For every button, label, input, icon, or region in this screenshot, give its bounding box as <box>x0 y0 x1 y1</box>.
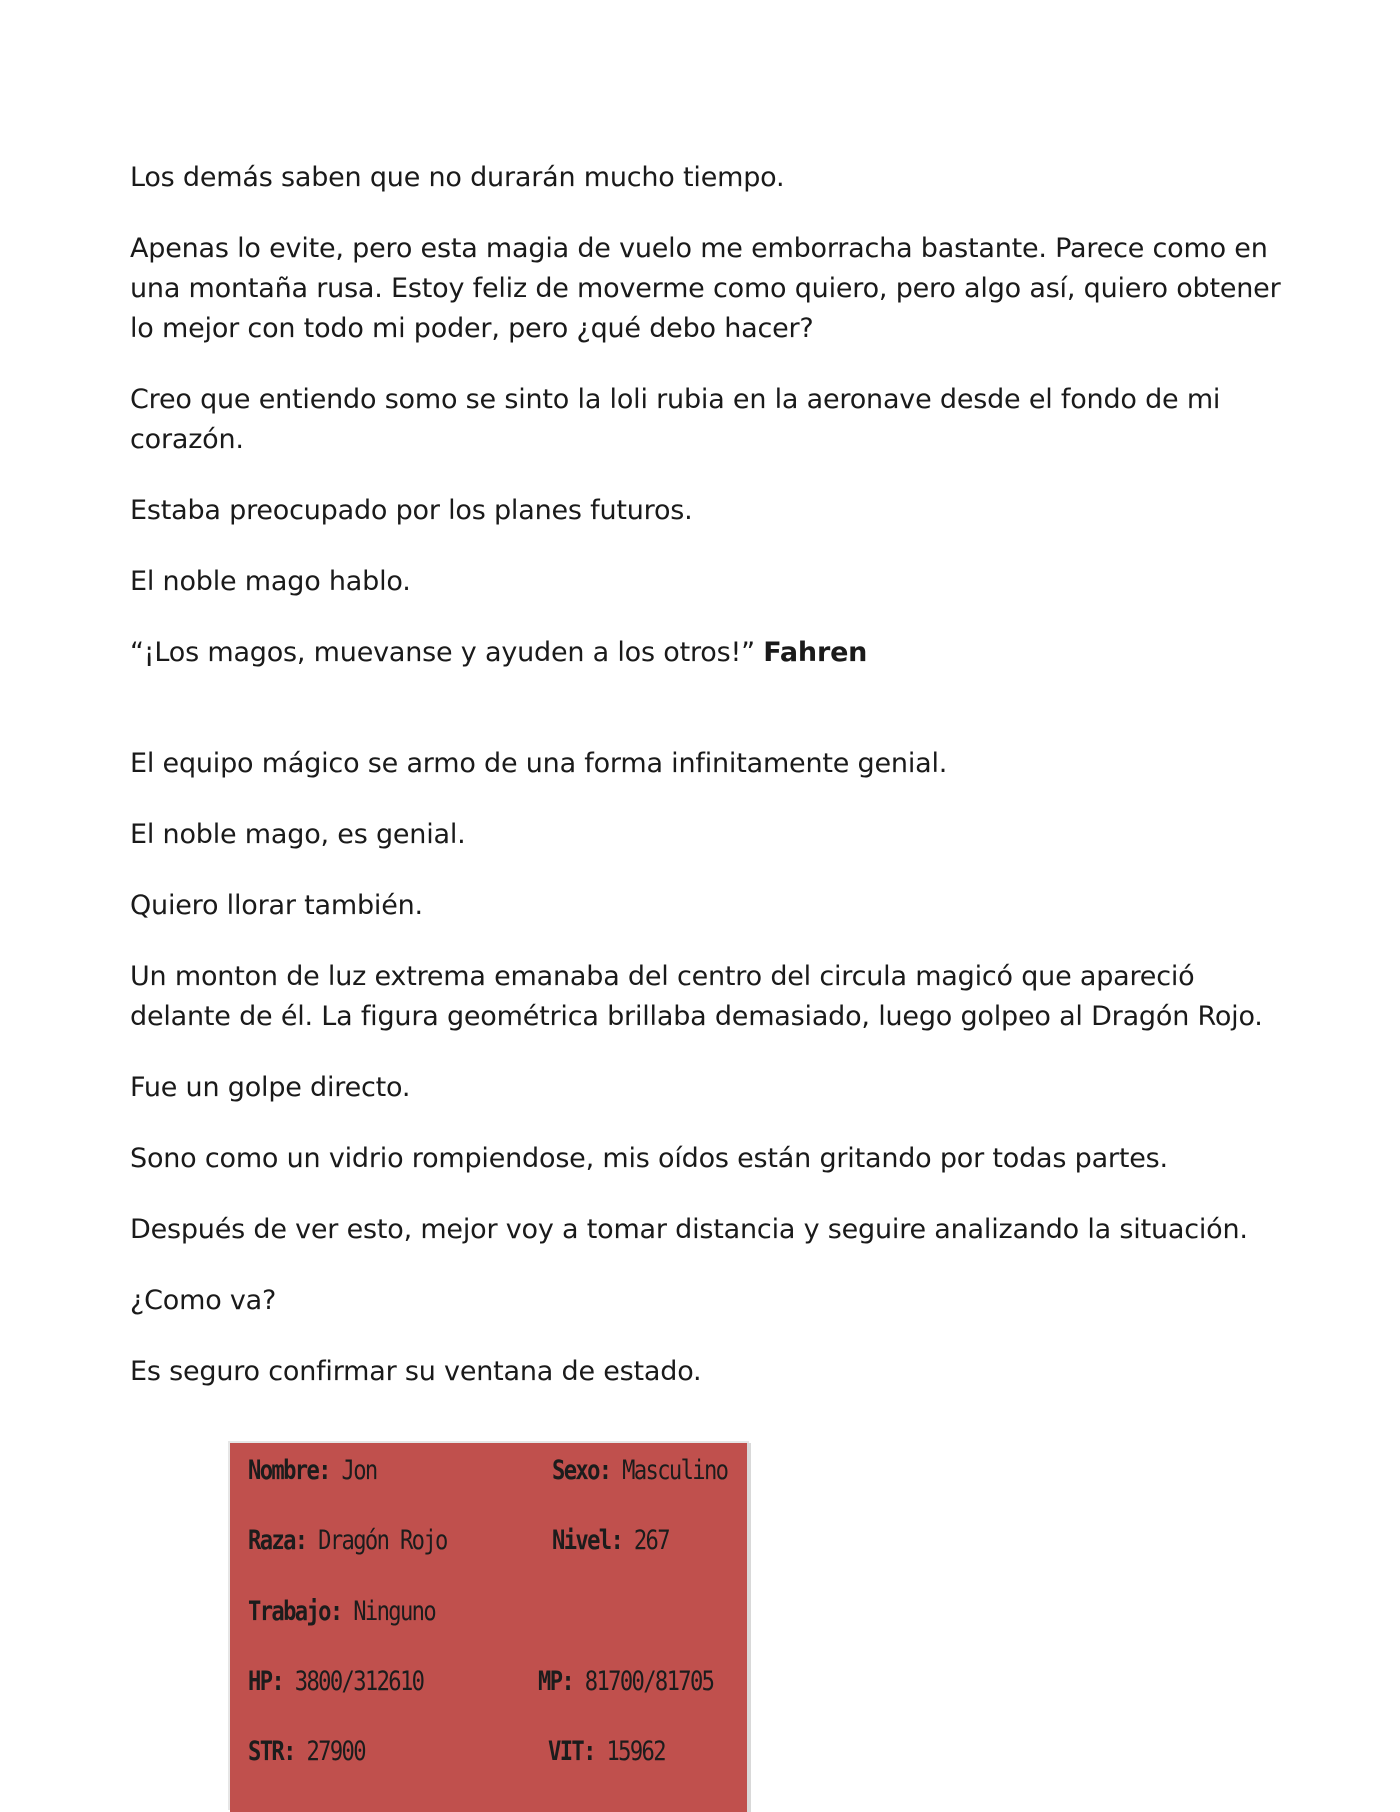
stat-value: Ninguno <box>353 1596 436 1627</box>
paragraph: ¿Como va? <box>130 1285 277 1316</box>
blank-line <box>130 704 1290 744</box>
stat-sexo <box>552 1455 727 1486</box>
stat-value: 267 <box>633 1525 669 1556</box>
paragraph: Quiero llorar también. <box>130 890 423 921</box>
paragraph: Es seguro confirmar su ventana de estado. <box>130 1356 702 1387</box>
status-window <box>230 1443 751 1812</box>
paragraph: Sono como un vidrio rompiendose, mis oídos están gritando por todas partes. <box>130 1143 1168 1174</box>
stat-value: Dragón Rojo <box>318 1525 447 1556</box>
dialogue-paragraph <box>130 633 1290 673</box>
stat-hp <box>248 1666 423 1697</box>
stat-label: Nivel: <box>552 1525 623 1556</box>
paragraph: Después de ver esto, mejor voy a tomar distancia y seguire analizando la situación. <box>130 1214 1248 1245</box>
stat-raza <box>248 1525 447 1556</box>
story-text <box>130 158 1290 1423</box>
stat-trabajo <box>248 1596 435 1627</box>
stat-label: STR: <box>248 1736 295 1767</box>
stat-str <box>248 1736 365 1767</box>
stat-nombre <box>248 1455 377 1486</box>
paragraph: Apenas lo evite, pero esta magia de vuelo me emborracha bastante. Parece como en una montaña rusa. Estoy feliz de moverme como quiero, pero algo así, quiero obtener lo mejor con todo mi poder, pero ¿qué debo hacer? <box>130 233 1281 344</box>
stat-value: 81700/81705 <box>584 1666 714 1697</box>
stat-label: MP: <box>538 1666 574 1697</box>
speaker-name: Fahren <box>763 637 868 668</box>
paragraph: Fue un golpe directo. <box>130 1072 411 1103</box>
stat-label: HP: <box>248 1666 284 1697</box>
paragraph: Un monton de luz extrema emanaba del centro del circula magicó que apareció delante de él. La figura geométrica brillaba demasiado, luego golpeo al Dragón Rojo. <box>130 961 1263 1032</box>
paragraph: Estaba preocupado por los planes futuros. <box>130 495 693 526</box>
paragraph: Creo que entiendo somo se sinto la loli rubia en la aeronave desde el fondo de mi corazón. <box>130 384 1221 455</box>
stat-label: Nombre: <box>248 1455 330 1486</box>
stat-label: VIT: <box>548 1736 595 1767</box>
stat-value: 27900 <box>306 1736 365 1767</box>
stat-value: 15962 <box>606 1736 665 1767</box>
paragraph: El equipo mágico se armo de una forma infinitamente genial. <box>130 748 948 779</box>
stat-value: Masculino <box>622 1455 728 1486</box>
stat-value: 3800/312610 <box>294 1666 424 1697</box>
stat-nivel <box>552 1525 669 1556</box>
stat-label: Trabajo: <box>248 1596 342 1627</box>
stat-mp <box>538 1666 713 1697</box>
paragraph: El noble mago, es genial. <box>130 819 466 850</box>
stat-label: Sexo: <box>552 1455 611 1486</box>
paragraph: Los demás saben que no durarán mucho tiempo. <box>130 162 785 193</box>
stat-value: Jon <box>341 1455 377 1486</box>
dialogue-text: “¡Los magos, muevanse y ayuden a los otros!” <box>130 637 764 668</box>
stat-label: Raza: <box>248 1525 307 1556</box>
stat-vit <box>548 1736 665 1767</box>
paragraph: El noble mago hablo. <box>130 566 411 597</box>
